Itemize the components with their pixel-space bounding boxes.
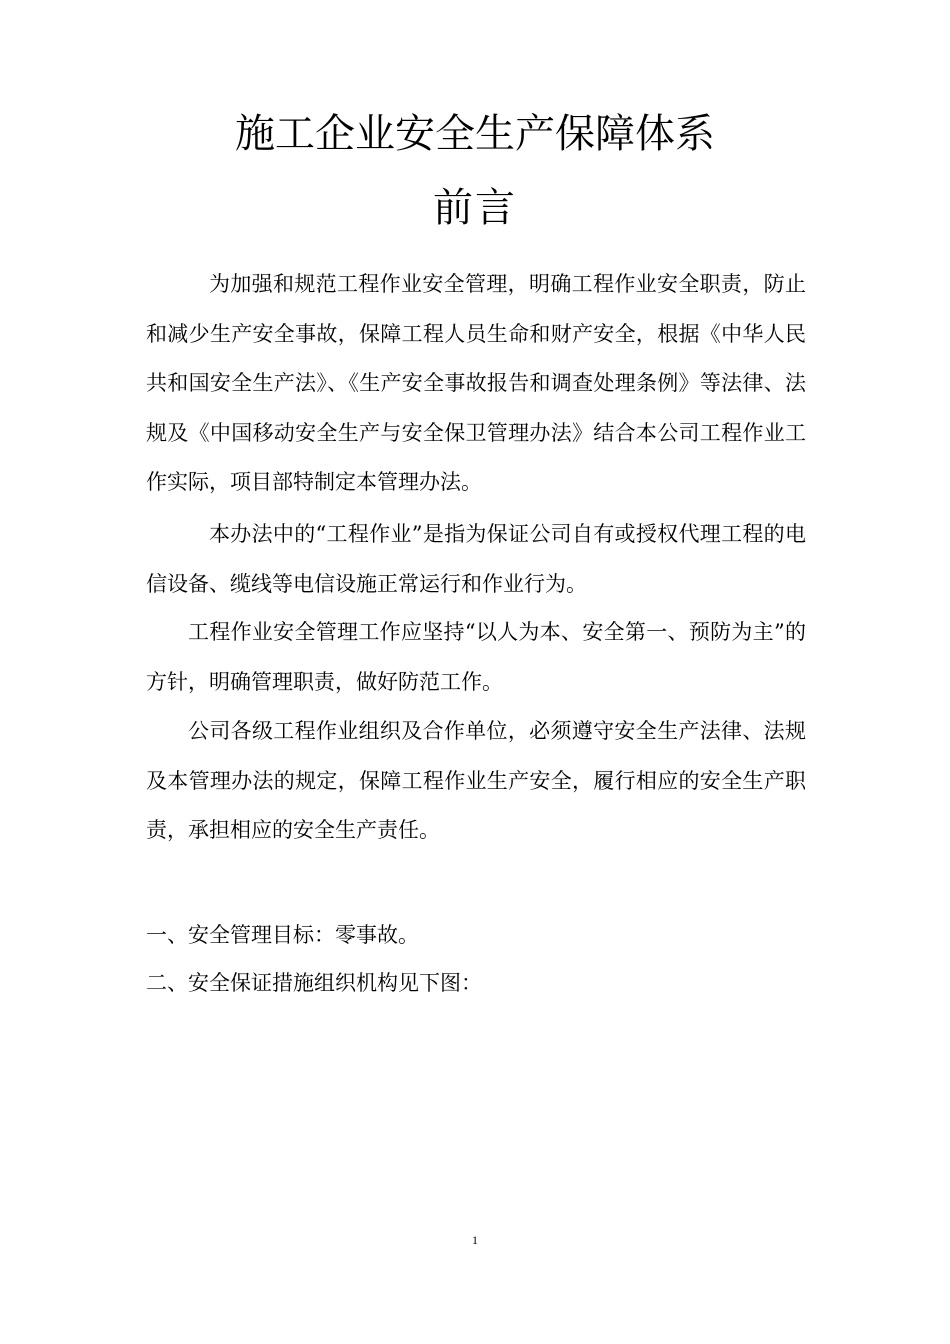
- list-item-safety-goal: 一、安全管理目标：零事故。: [146, 923, 419, 947]
- page-number: 1: [472, 1233, 478, 1247]
- preface-heading: 前言: [433, 185, 517, 231]
- paragraph-definition: 本办法中的“工程作业”是指为保证公司自有或授权代理工程的电信设备、缆线等电信设施正常运行和作业行为。: [146, 522, 806, 596]
- paragraph-purpose: 为加强和规范工程作业安全管理，明确工程作业安全职责，防止和减少生产安全事故，保障工程人员生命和财产安全，根据《中华人民共和国安全生产法》、《生产安全事故报告和调查处理条例》等法律、法规及《中国移动安全生产与安全保卫管理办法》结合本公司工程作业工作实际，项目部特制定本管理办法。: [146, 272, 806, 494]
- list-item-org-structure: 二、安全保证措施组织机构见下图：: [146, 971, 482, 995]
- paragraph-obligation: 公司各级工程作业组织及合作单位，必须遵守安全生产法律、法规及本管理办法的规定，保障工程作业生产安全，履行相应的安全生产职责，承担相应的安全生产责任。: [146, 719, 806, 842]
- document-title: 施工企业安全生产保障体系: [235, 111, 715, 157]
- paragraph-principle: 工程作业安全管理工作应坚持“以人为本、安全第一、预防为主”的方针，明确管理职责，做好防范工作。: [146, 620, 806, 694]
